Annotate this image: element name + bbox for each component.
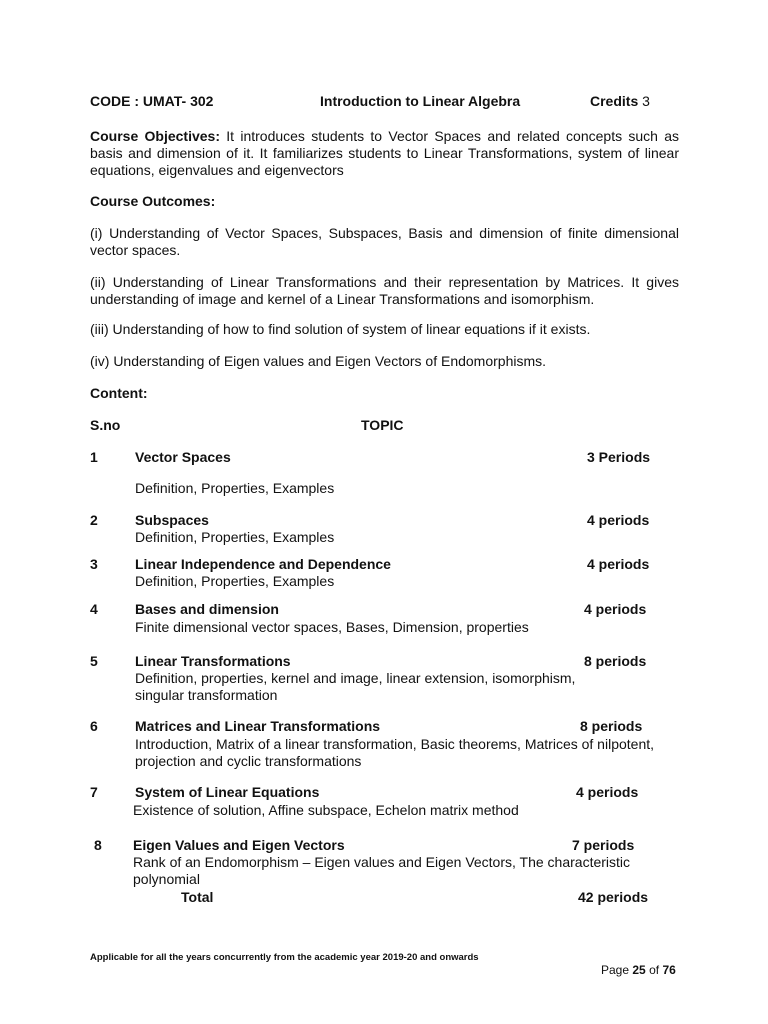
column-header-sno: S.no	[90, 417, 121, 433]
topic-periods: 7 periods	[572, 837, 635, 853]
topic-title: Bases and dimension	[135, 601, 279, 617]
topic-row	[90, 653, 680, 670]
topic-title: Eigen Values and Eigen Vectors	[133, 837, 345, 853]
outcome-item: (iv) Understanding of Eigen values and Eigen Vectors of Endomorphisms.	[90, 353, 547, 369]
topic-title: Subspaces	[135, 512, 209, 528]
topic-row	[90, 718, 680, 735]
topic-periods: 4 periods	[576, 784, 639, 800]
topic-title: Matrices and Linear Transformations	[135, 718, 381, 734]
total-label: Total	[181, 889, 214, 905]
topic-row	[90, 837, 680, 854]
topic-description: Definition, Properties, Examples	[135, 529, 335, 545]
topic-description: Definition, properties, kernel and image, linear extension, isomorphism, singular transformation	[135, 670, 576, 703]
topic-periods: 4 periods	[587, 512, 650, 528]
topic-title: Linear Independence and Dependence	[135, 556, 391, 572]
column-header-topic: TOPIC	[361, 417, 404, 433]
outcome-item: (i) Understanding of Vector Spaces, Subspaces, Basis and dimension of finite dimensional vector spaces.	[90, 225, 679, 258]
topic-row	[90, 601, 680, 618]
topic-description: Definition, Properties, Examples	[135, 573, 335, 589]
topic-periods: 4 periods	[584, 601, 647, 617]
total-value: 42 periods	[578, 889, 649, 905]
topic-description: Rank of an Endomorphism – Eigen values and Eigen Vectors, The characteristic polynomial	[133, 854, 631, 887]
objectives-text: It introduces students to Vector Spaces and related concepts such as basis and dimension of it. It familiarizes students to Linear Transformations, system of linear equations, eigenvalues and eigenvectors	[90, 128, 679, 178]
topic-sno: 5	[90, 653, 98, 669]
credits-value: 3	[642, 93, 650, 109]
topic-periods: 8 periods	[584, 653, 647, 669]
topic-sno: 8	[94, 837, 102, 853]
topic-sno: 3	[90, 556, 98, 572]
page-of: of	[649, 963, 660, 977]
credits	[590, 93, 650, 110]
topic-row	[90, 556, 680, 573]
page-total: 76	[662, 963, 676, 977]
course-objectives	[90, 128, 679, 179]
outcome-item: (iii) Understanding of how to find solution of system of linear equations if it exists.	[90, 321, 591, 337]
content-heading: Content:	[90, 385, 148, 401]
topic-description: Definition, Properties, Examples	[135, 480, 335, 496]
page-number	[601, 962, 676, 979]
topic-periods: 4 periods	[587, 556, 650, 572]
page-prefix: Page	[601, 963, 630, 977]
topic-row	[90, 512, 680, 529]
topic-row	[90, 784, 680, 801]
page-current: 25	[632, 963, 646, 977]
footer-note: Applicable for all the years concurrently from the academic year 2019-20 and onwards	[90, 952, 479, 963]
topic-description: Finite dimensional vector spaces, Bases, Dimension, properties	[135, 619, 529, 635]
topic-title: System of Linear Equations	[135, 784, 320, 800]
topic-sno: 6	[90, 718, 98, 734]
topic-title: Linear Transformations	[135, 653, 291, 669]
topic-sno: 4	[90, 601, 98, 617]
course-title: Introduction to Linear Algebra	[320, 93, 521, 109]
outcomes-heading: Course Outcomes:	[90, 193, 216, 209]
outcome-item: (ii) Understanding of Linear Transformations and their representation by Matrices. It gives understanding of image and kernel of a Linear Transformations and isomorphism.	[90, 274, 679, 307]
topic-periods: 8 periods	[580, 718, 643, 734]
topic-description: Existence of solution, Affine subspace, Echelon matrix method	[133, 802, 519, 818]
topic-periods: 3 Periods	[587, 449, 651, 465]
topic-row	[90, 449, 680, 466]
topic-description: Introduction, Matrix of a linear transformation, Basic theorems, Matrices of nilpotent, projection and cyclic transformations	[135, 736, 655, 769]
topic-sno: 1	[90, 449, 98, 465]
topic-sno: 2	[90, 512, 98, 528]
topic-title: Vector Spaces	[135, 449, 231, 465]
course-code: CODE : UMAT- 302	[90, 93, 214, 109]
objectives-label: Course Objectives:	[90, 128, 220, 144]
credits-label: Credits	[590, 93, 639, 109]
topic-sno: 7	[90, 784, 98, 800]
